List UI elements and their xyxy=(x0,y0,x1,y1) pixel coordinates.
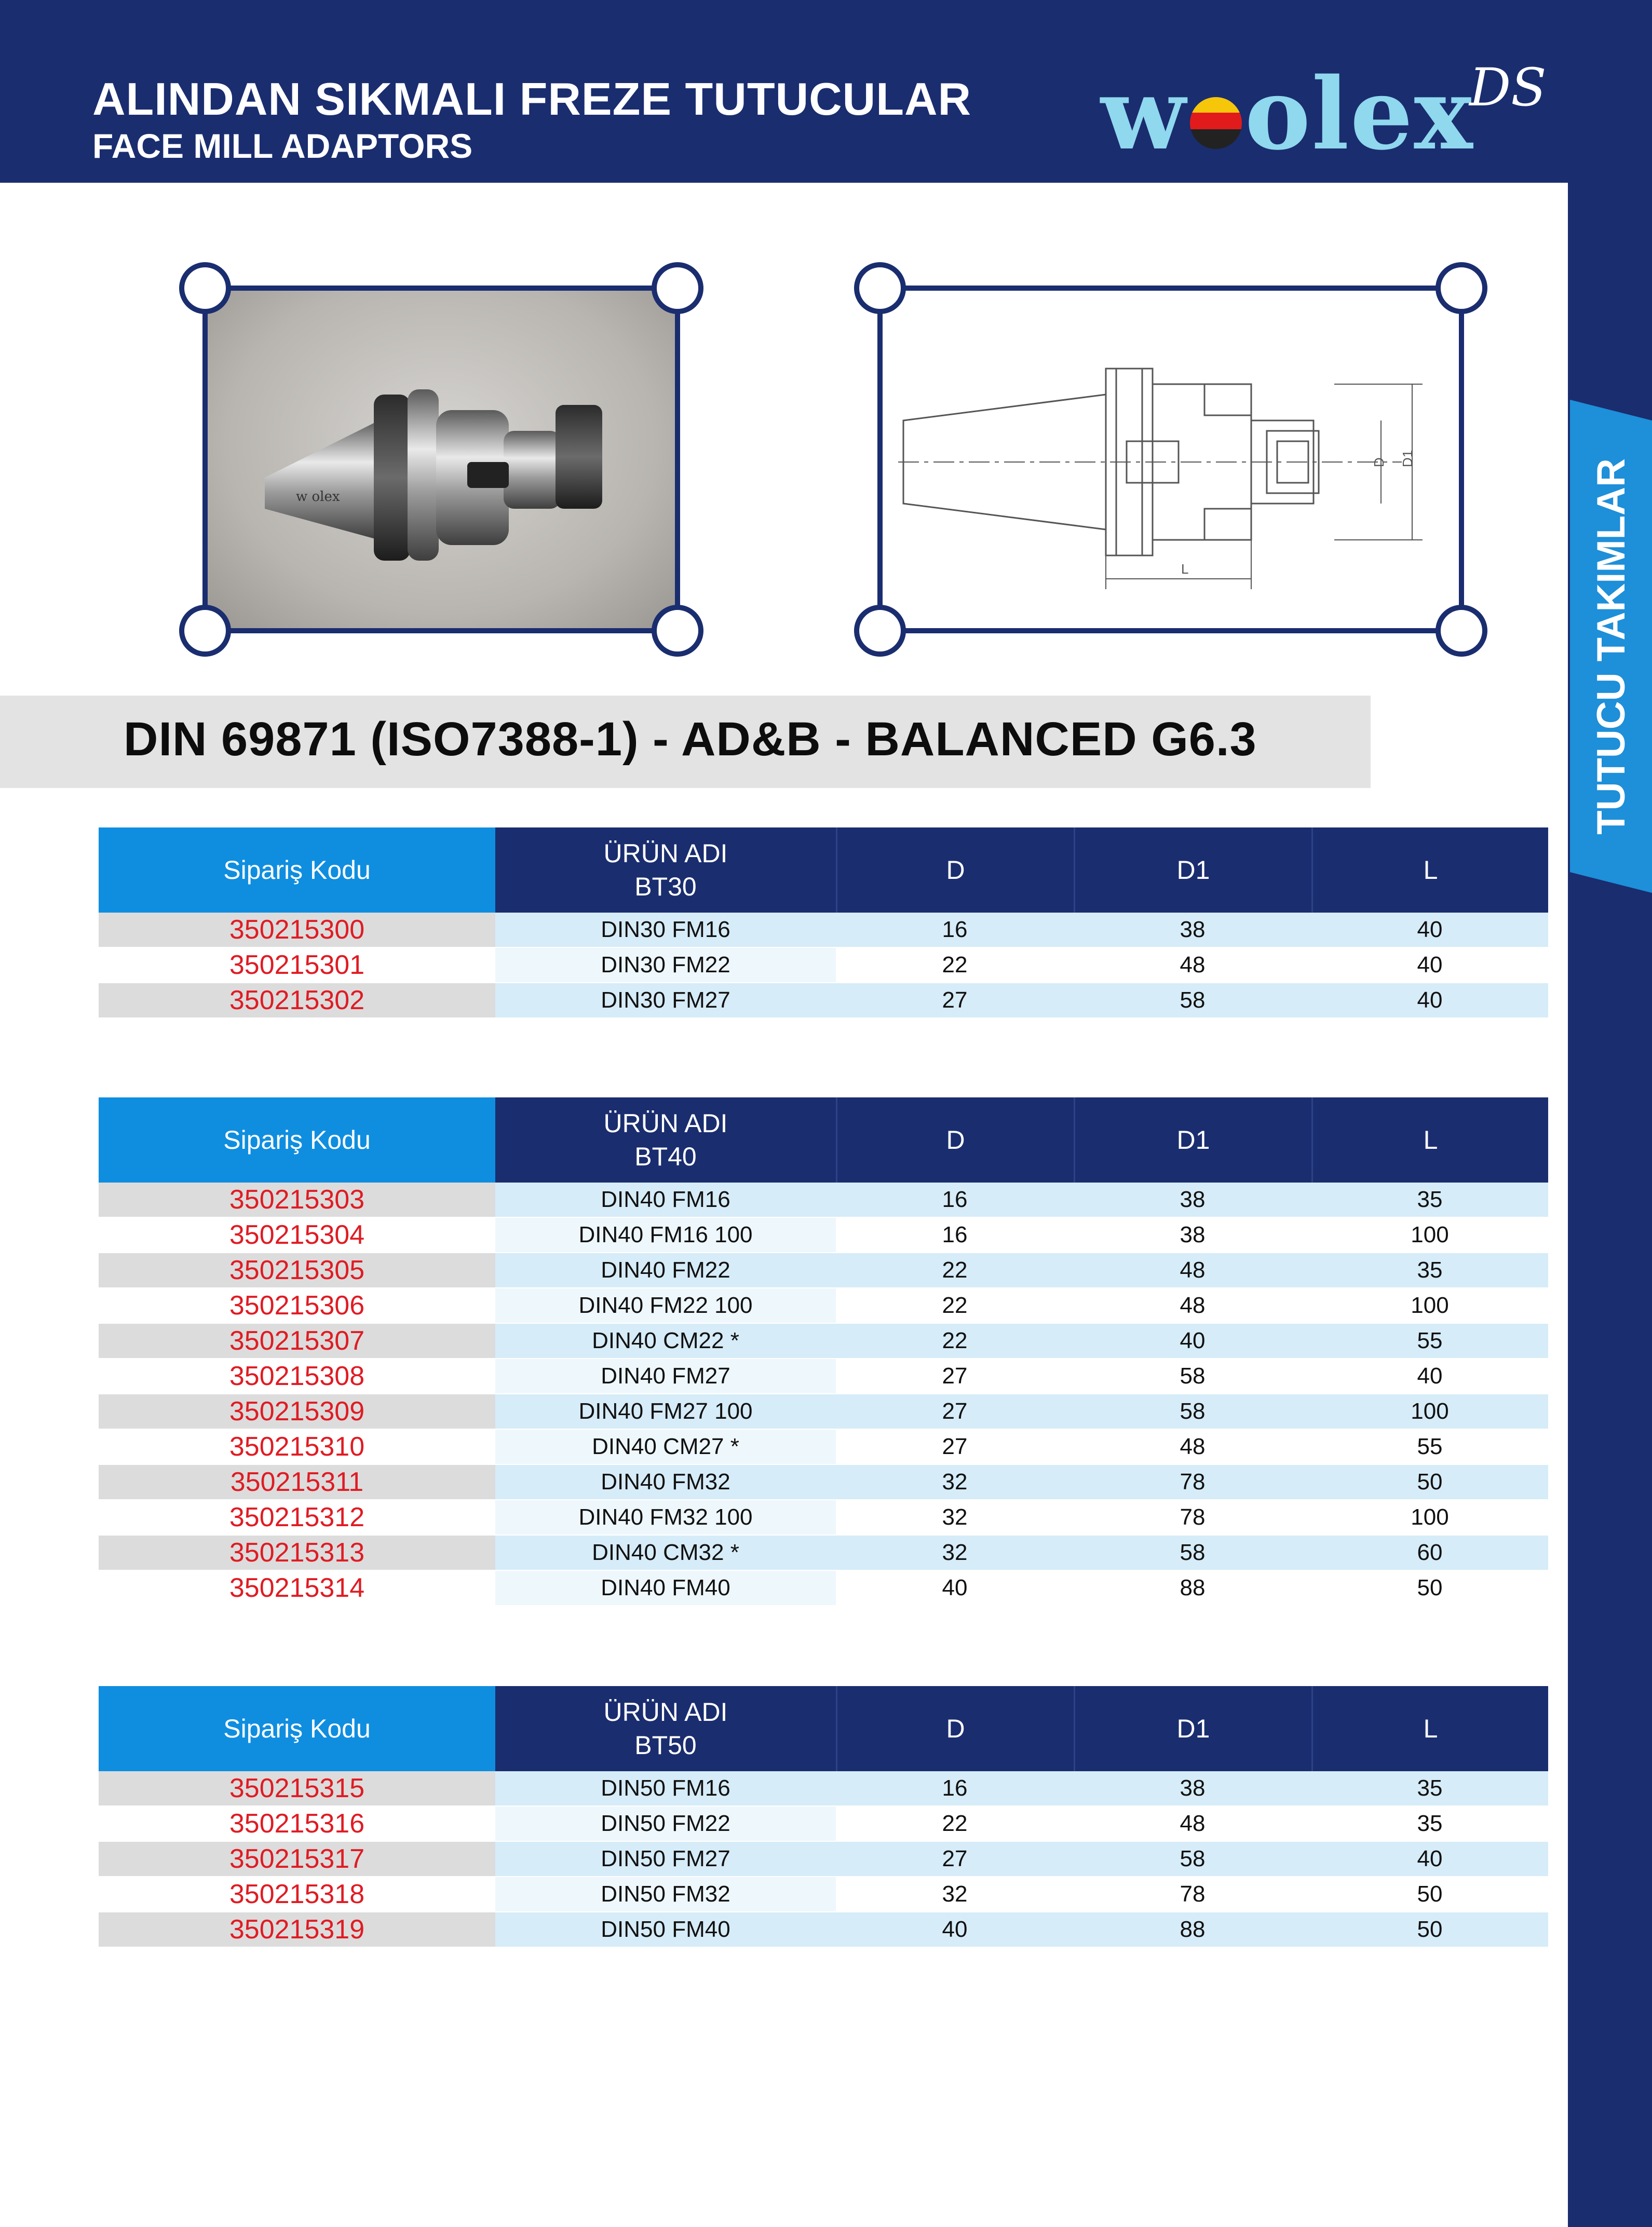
value-d: 22 xyxy=(942,952,968,977)
standard-banner-text: DIN 69871 (ISO7388-1) - AD&B - BALANCED G6.3 xyxy=(124,713,1257,766)
value-d: 16 xyxy=(836,913,1074,947)
value-d: 16 xyxy=(836,1771,1074,1805)
product-name: DIN40 FM27 xyxy=(495,1359,836,1393)
drawing-label-d1: D1 xyxy=(1400,450,1415,467)
product-name: DIN40 FM16 100 xyxy=(495,1218,836,1252)
value-d: 16 xyxy=(836,1183,1074,1217)
product-photo-frame xyxy=(202,286,680,633)
product-name: DIN40 CM32 * xyxy=(495,1536,836,1570)
value-d1: 48 xyxy=(1074,1253,1311,1287)
value-l: 40 xyxy=(1417,1363,1443,1389)
value-l: 35 xyxy=(1311,1183,1548,1217)
col-header-d1: D1 xyxy=(1074,1097,1311,1183)
col-header-d: D xyxy=(836,1686,1074,1771)
page-subtitle: FACE MILL ADAPTORS xyxy=(92,127,473,165)
value-d: 27 xyxy=(942,1434,968,1459)
value-d1: 58 xyxy=(1074,983,1311,1017)
order-code: 350215312 xyxy=(229,1502,365,1532)
table-row xyxy=(99,1807,1548,1842)
value-l: 35 xyxy=(1417,1811,1443,1836)
table-row xyxy=(99,1324,1548,1359)
order-code: 350215311 xyxy=(99,1465,495,1499)
product-name: DIN30 FM22 xyxy=(495,948,836,982)
value-d: 27 xyxy=(836,1842,1074,1876)
order-code: 350215315 xyxy=(99,1771,495,1805)
table-row xyxy=(99,1430,1548,1465)
table-header xyxy=(99,1686,1548,1771)
order-code: 350215300 xyxy=(99,913,495,947)
table-row xyxy=(99,1536,1548,1571)
col-header-code: Sipariş Kodu xyxy=(99,827,495,913)
value-d1: 58 xyxy=(1074,1842,1311,1876)
table-row xyxy=(99,1183,1548,1218)
value-l: 100 xyxy=(1411,1293,1449,1318)
value-d1: 58 xyxy=(1074,1536,1311,1570)
order-code: 350215305 xyxy=(99,1253,495,1287)
value-l: 100 xyxy=(1311,1394,1548,1429)
value-l: 35 xyxy=(1311,1253,1548,1287)
value-l: 40 xyxy=(1311,913,1548,947)
product-name: DIN40 CM27 * xyxy=(495,1430,836,1464)
product-name: DIN30 FM16 xyxy=(495,913,836,947)
value-d: 40 xyxy=(942,1575,968,1600)
side-tab-label: TUTUCU TAKIMLAR xyxy=(1589,458,1633,835)
product-name: DIN40 FM16 xyxy=(495,1183,836,1217)
brand-logo: w olex DS xyxy=(1101,56,1547,172)
product-table xyxy=(99,827,1548,1019)
value-d: 27 xyxy=(836,983,1074,1017)
col-header-name: ÜRÜN ADI BT30 xyxy=(495,827,836,913)
product-name: DIN50 FM27 xyxy=(495,1842,836,1876)
value-d: 22 xyxy=(942,1811,968,1836)
order-code: 350215316 xyxy=(229,1809,365,1839)
order-code: 350215318 xyxy=(229,1879,365,1909)
order-code: 350215310 xyxy=(229,1432,365,1462)
value-d: 22 xyxy=(836,1253,1074,1287)
value-d1: 48 xyxy=(1180,952,1206,977)
value-d1: 40 xyxy=(1074,1324,1311,1358)
value-l: 50 xyxy=(1311,1912,1548,1947)
value-d1: 78 xyxy=(1180,1881,1206,1907)
tool-holder-drawing-icon xyxy=(883,291,1459,628)
product-name: DIN50 FM22 xyxy=(495,1807,836,1841)
value-l: 50 xyxy=(1417,1881,1443,1907)
value-l: 35 xyxy=(1311,1771,1548,1805)
value-d1: 58 xyxy=(1074,1394,1311,1429)
product-name: DIN50 FM16 xyxy=(495,1771,836,1805)
order-code: 350215317 xyxy=(99,1842,495,1876)
value-l: 50 xyxy=(1417,1575,1443,1600)
col-header-l: L xyxy=(1311,1686,1548,1771)
order-code: 350215301 xyxy=(229,950,365,980)
product-name: DIN40 FM32 100 xyxy=(495,1500,836,1535)
value-d1: 48 xyxy=(1180,1293,1206,1318)
drawing-label-l: L xyxy=(1181,561,1189,577)
col-header-d: D xyxy=(836,827,1074,913)
value-d1: 48 xyxy=(1180,1434,1206,1459)
product-photo xyxy=(208,291,675,628)
order-code: 350215309 xyxy=(99,1394,495,1429)
col-header-d: D xyxy=(836,1097,1074,1183)
technical-drawing xyxy=(883,291,1459,628)
value-l: 100 xyxy=(1411,1222,1449,1247)
order-code: 350215319 xyxy=(99,1912,495,1947)
product-name: DIN40 CM22 * xyxy=(495,1324,836,1358)
value-d1: 38 xyxy=(1074,913,1311,947)
value-d1: 58 xyxy=(1180,1363,1206,1389)
header-bar xyxy=(0,0,1652,183)
value-d1: 48 xyxy=(1180,1811,1206,1836)
table-row xyxy=(99,1842,1548,1877)
value-l: 55 xyxy=(1311,1324,1548,1358)
product-table xyxy=(99,1097,1548,1606)
value-l: 50 xyxy=(1311,1465,1548,1499)
col-header-code: Sipariş Kodu xyxy=(99,1686,495,1771)
value-d: 32 xyxy=(836,1536,1074,1570)
table-row xyxy=(99,1465,1548,1500)
value-d: 16 xyxy=(942,1222,968,1247)
table-row xyxy=(99,1218,1548,1253)
value-l: 40 xyxy=(1417,952,1443,977)
col-header-code: Sipariş Kodu xyxy=(99,1097,495,1183)
order-code: 350215302 xyxy=(99,983,495,1017)
product-name: DIN40 FM22 100 xyxy=(495,1288,836,1323)
table-row xyxy=(99,1571,1548,1606)
tool-holder-photo-icon xyxy=(208,291,675,628)
table-row xyxy=(99,948,1548,983)
value-d1: 88 xyxy=(1074,1912,1311,1947)
order-code: 350215313 xyxy=(99,1536,495,1570)
order-code: 350215303 xyxy=(99,1183,495,1217)
value-d1: 38 xyxy=(1074,1183,1311,1217)
table-row xyxy=(99,1500,1548,1536)
value-d1: 78 xyxy=(1180,1504,1206,1530)
product-table xyxy=(99,1686,1548,1948)
value-d1: 38 xyxy=(1074,1771,1311,1805)
order-code: 350215304 xyxy=(229,1220,365,1250)
order-code: 350215306 xyxy=(229,1291,365,1321)
value-l: 100 xyxy=(1411,1504,1449,1530)
table-header xyxy=(99,1097,1548,1183)
order-code: 350215307 xyxy=(99,1324,495,1358)
page-title: ALINDAN SIKMALI FREZE TUTUCULAR xyxy=(92,73,972,125)
value-d1: 78 xyxy=(1074,1465,1311,1499)
product-name: DIN50 FM40 xyxy=(495,1912,836,1947)
value-l: 40 xyxy=(1311,1842,1548,1876)
col-header-l: L xyxy=(1311,1097,1548,1183)
col-header-d1: D1 xyxy=(1074,1686,1311,1771)
table-row xyxy=(99,1394,1548,1430)
table-row xyxy=(99,983,1548,1019)
value-d1: 38 xyxy=(1180,1222,1206,1247)
value-d: 32 xyxy=(942,1504,968,1530)
product-name: DIN40 FM32 xyxy=(495,1465,836,1499)
col-header-d1: D1 xyxy=(1074,827,1311,913)
product-name: DIN40 FM22 xyxy=(495,1253,836,1287)
value-d: 32 xyxy=(942,1881,968,1907)
value-l: 55 xyxy=(1417,1434,1443,1459)
technical-drawing-frame xyxy=(877,286,1464,633)
photo-engraving: w olex xyxy=(296,489,340,505)
value-d: 32 xyxy=(836,1465,1074,1499)
col-header-name: ÜRÜN ADI BT50 xyxy=(495,1686,836,1771)
table-row xyxy=(99,913,1548,948)
product-name: DIN40 FM40 xyxy=(495,1571,836,1605)
product-name: DIN30 FM27 xyxy=(495,983,836,1017)
value-d: 27 xyxy=(836,1394,1074,1429)
table-row xyxy=(99,1771,1548,1807)
value-l: 40 xyxy=(1311,983,1548,1017)
logo-ball-icon xyxy=(1190,97,1242,149)
drawing-label-d: D xyxy=(1371,457,1387,467)
table-row xyxy=(99,1253,1548,1288)
table-row xyxy=(99,1877,1548,1912)
order-code: 350215308 xyxy=(229,1361,365,1391)
value-d: 22 xyxy=(942,1293,968,1318)
col-header-l: L xyxy=(1311,827,1548,913)
order-code: 350215314 xyxy=(229,1573,365,1603)
product-name: DIN40 FM27 100 xyxy=(495,1394,836,1429)
value-d: 22 xyxy=(836,1324,1074,1358)
table-row xyxy=(99,1912,1548,1948)
table-row xyxy=(99,1288,1548,1324)
value-d: 27 xyxy=(942,1363,968,1389)
col-header-name: ÜRÜN ADI BT40 xyxy=(495,1097,836,1183)
product-name: DIN50 FM32 xyxy=(495,1877,836,1911)
value-d1: 88 xyxy=(1180,1575,1206,1600)
value-d: 40 xyxy=(836,1912,1074,1947)
value-l: 60 xyxy=(1311,1536,1548,1570)
table-header xyxy=(99,827,1548,913)
table-row xyxy=(99,1359,1548,1394)
